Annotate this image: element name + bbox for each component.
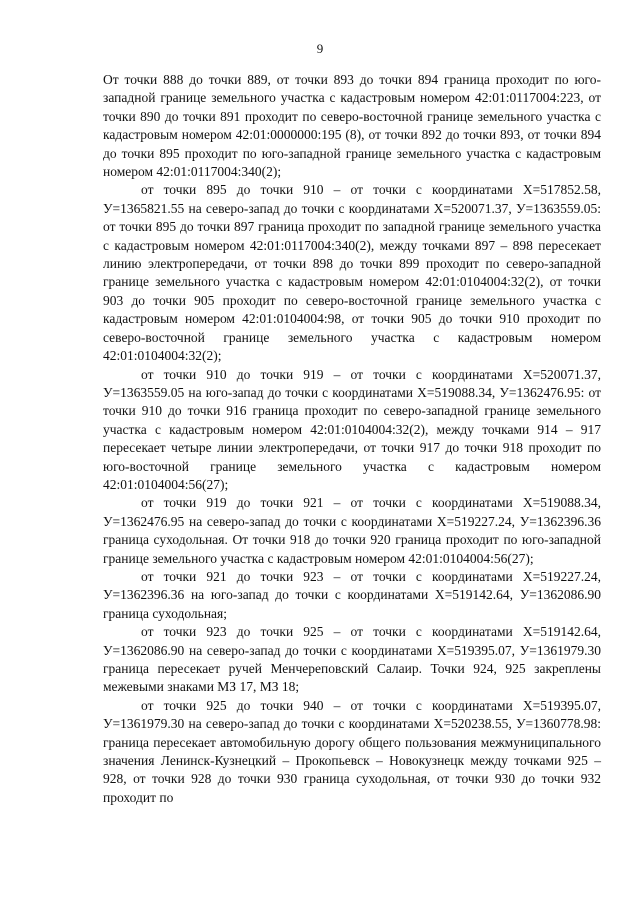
paragraph-boundary-895-910: от точки 895 до точки 910 – от точки с координатами X=517852.58, У=1365821.55 на северо-запад до точки с координатами X=520071.37, У=1363559.05: от точки 895 до точки 897 граница проходит по западной границе земельного участка с кадастровым номером 42:01:0117004:340(2), между точками 897 – 898 пересекает линию электропередачи, от точки 898 до точки 899 проходит по северо-западной границе земельного участка с кадастровым номером 42:01:0104004:32(2), от точки 903 до точки 905 проходит по северо-восточной границе земельного участка с кадастровым номером 42:01:0104004:98, от точки 905 до точки 910 проходит по северо-восточной границе земельного участка с кадастровым номером 42:01:0104004:32(2); [103,182,601,364]
paragraph-boundary-910-919: от точки 910 до точки 919 – от точки с координатами X=520071.37, У=1363559.05 на юго-запад до точки с координатами X=519088.34, У=1362476.95: от точки 910 до точки 916 граница проходит по северо-западной границе земельного участка с кадастровым номером 42:01:0104004:32(2), между точками 914 – 917 пересекает четыре линии электропередачи, от точки 917 до точки 918 проходит по юго-восточной границе земельного участка с кадастровым номером 42:01:0104004:56(27); [103,366,601,492]
paragraph-boundary-921-923: от точки 921 до точки 923 – от точки с координатами X=519227.24, У=1362396.36 на юго-запад до точки с координатами X=519142.64, У=1362086.90 граница суходольная; [103,568,601,621]
paragraph-boundary-923-925: от точки 923 до точки 925 – от точки с координатами X=519142.64, У=1362086.90 на северо-запад до точки с координатами X=519395.07, У=1361979.30 граница пересекает ручей Менчереповский Салаир. Точки 924, 925 закреплены межевыми знаками МЗ 17, МЗ 18; [103,624,601,695]
document-body [103,71,601,807]
paragraph-boundary-925-940: от точки 925 до точки 940 – от точки с координатами X=519395.07, У=1361979.30 на северо-запад до точки с координатами X=520238.55, У=1360778.98: граница пересекает автомобильную дорогу общего пользования межмуниципального значения Ленинск-Кузнецкий – Прокопьевск – Новокузнецк между точками 925 – 928, от точки 928 до точки 930 граница суходольная, от точки 930 до точки 932 проходит по [103,697,601,805]
paragraph-boundary-888-895: От точки 888 до точки 889, от точки 893 до точки 894 граница проходит по юго-западной границе земельного участка с кадастровым номером 42:01:0117004:223, от точки 890 до точки 891 проходит по северо-восточной границе земельного участка с кадастровым номером 42:01:0000000:195 (8), от точки 892 до точки 893, от точки 894 до точки 895 проходит по юго-западной границе земельного участка с кадастровым номером 42:01:0117004:340(2); [103,72,601,180]
page-number: 9 [316,41,324,56]
paragraph-boundary-919-921: от точки 919 до точки 921 – от точки с координатами X=519088.34, У=1362476.95 на северо-запад до точки с координатами X=519227.24, У=1362396.36 граница суходольная. От точки 918 до точки 920 граница проходит по юго-западной границе земельного участка с кадастровым номером 42:01:0104004:56(27); [103,495,601,566]
